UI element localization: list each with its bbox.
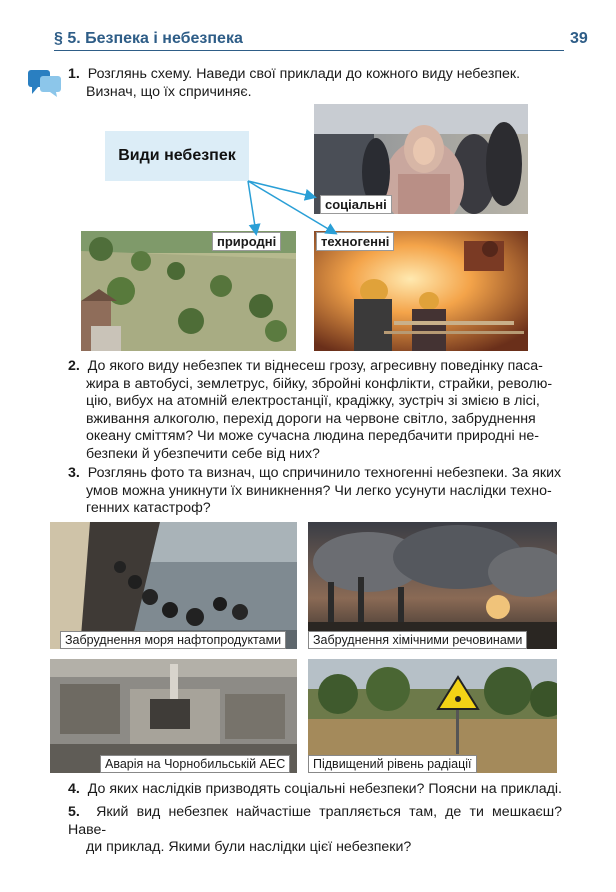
task-2-line-6: безпеки й убезпечити себе від них? [86,445,320,462]
task-4 [68,781,562,799]
task-3-line-3: генних катастроф? [86,500,211,517]
task-4-number: 4. [68,781,80,797]
task-4-line-1: До яких наслідків призводять соціальні небезпеки? Поясни на прикладі. [87,781,563,797]
task-5-line-2: ди приклад. Якими були наслідки цієї небезпеки? [86,839,412,856]
task-2-line-4: вживання алкоголю, перехід дороги на червоне світло, забруднення [86,410,536,427]
caption-oil-pollution: Забруднення моря нафтопродуктами [60,631,286,649]
task-5-number: 5. [68,804,80,820]
chemical-pollution-photo [308,522,557,649]
running-header-title: § 5. Безпека і небезпека [54,30,243,47]
task-2-line-2: жира в автобусі, землетрус, бійку, збройні конфлікти, страйки, револю- [86,375,553,392]
task-1 [68,66,562,101]
page-number: 39 [570,30,588,47]
caption-chernobyl: Аварія на Чорнобильській АЕС [100,755,290,773]
hazard-types-box [105,131,249,181]
task-1-number: 1. [68,66,80,82]
diagram-arrows [240,175,350,243]
task-1-line-2: Визнач, що їх спричиняє. [86,83,252,100]
task-5-line-1: Який вид небезпек найчастіше трапляється там, де ти мешкаєш? Наве- [68,804,562,838]
task-1-line-1: Розглянь схему. Наведи свої приклади до кожного виду небезпек. [87,66,521,82]
oil-pollution-photo [50,522,297,649]
task-3-line-2: умов можна уникнути їх виникнення? Чи легко усунути наслідки техно- [86,482,552,499]
task-3-number: 3. [68,465,80,481]
task-5 [68,804,562,857]
task-2-line-5: океану сміттям? Чи може сучасна людина передбачити природні не- [86,428,540,445]
task-2-line-1: До якого виду небезпек ти віднесеш грозу, агресивну поведінку паса- [87,358,543,374]
discussion-icon [28,68,62,98]
social-label: соціальні [320,195,392,214]
task-2-line-3: цію, вибух на атомній електростанції, крадіжку, зустріч зі змією в лісі, [86,393,540,410]
hazard-types-label: Види небезпек [118,147,236,164]
natural-label: природні [212,232,281,251]
technogenic-label: техногенні [316,232,394,251]
task-3 [68,465,562,518]
caption-radiation: Підвищений рівень радіації [308,755,477,773]
task-3-line-1: Розглянь фото та визнач, що спричинило техногенні небезпеки. За яких [87,465,562,481]
header-rule [54,50,564,51]
task-2 [68,358,562,464]
task-2-number: 2. [68,358,80,374]
caption-chemical-pollution: Забруднення хімічними речовинами [308,631,527,649]
